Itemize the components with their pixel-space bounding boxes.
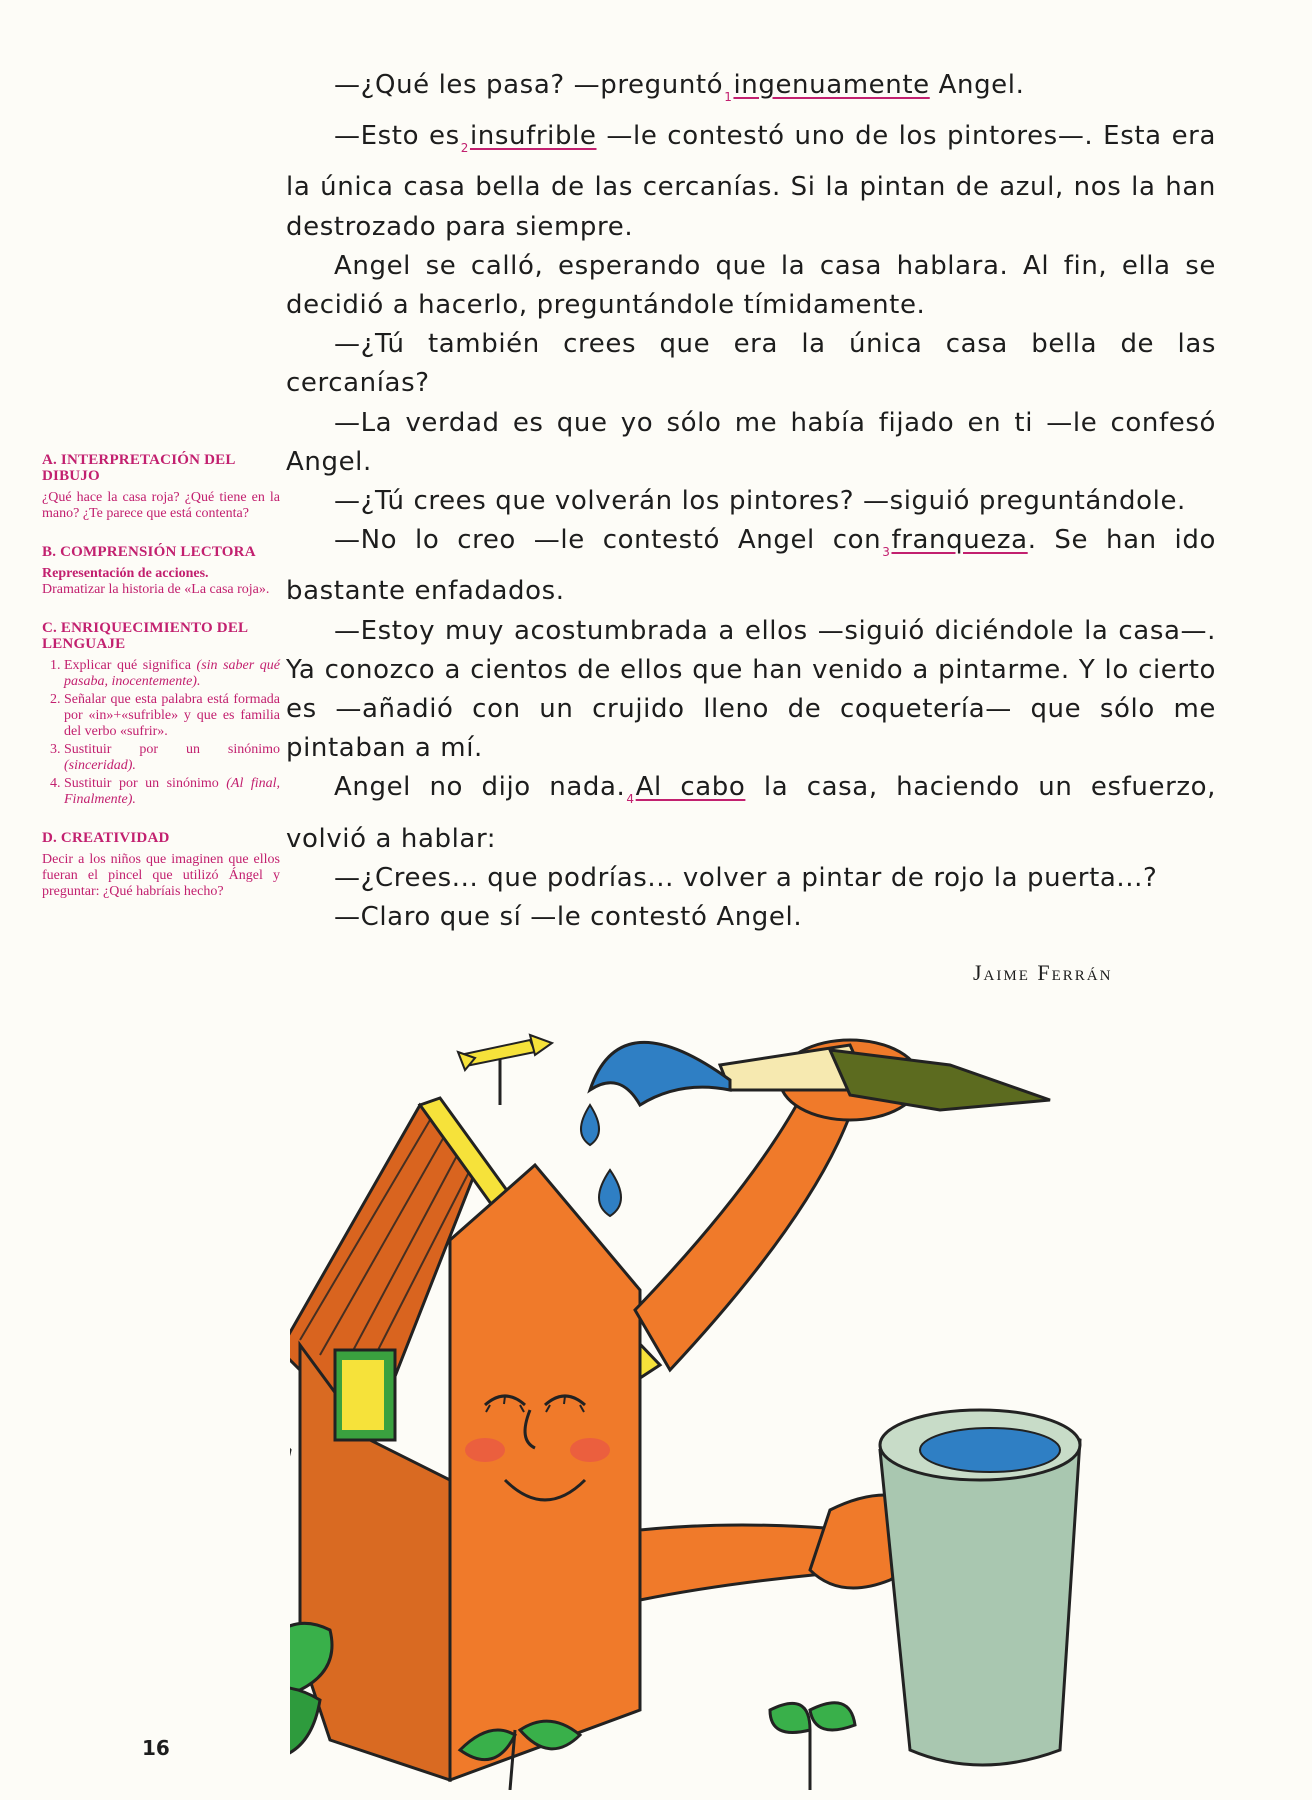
story-text: [286, 66, 1216, 937]
vocab-word: Al cabo: [635, 772, 746, 803]
story-paragraph: —¿Tú crees que volverán los pintores? —siguió preguntándole.: [334, 486, 1186, 517]
note-c-list: [42, 658, 280, 808]
note-b-subheading: Representación de acciones.: [42, 566, 209, 581]
story-paragraph: —¿Tú también crees que era la única casa bella de las cercanías?: [286, 329, 1216, 399]
note-d-heading: D. CREATIVIDAD: [42, 830, 170, 846]
story-paragraph: —Estoy muy acostumbrada a ellos —siguió diciéndole la casa—. Ya conozco a cientos de ellos que han venido a pintarme. Y lo cierto es —añadió con un crujido lleno de coquetería— que sólo me pintaban a mí.: [286, 615, 1216, 764]
watering-can-icon: [880, 1410, 1080, 1765]
footnote-marker: 3: [882, 545, 891, 560]
teacher-notes: [42, 452, 280, 922]
house-illustration: [290, 1010, 1240, 1790]
note-b-text: Dramatizar la historia de «La casa roja».: [42, 582, 270, 597]
note-d: [42, 830, 280, 900]
note-b: [42, 544, 280, 598]
note-b-heading: B. COMPRENSIÓN LECTORA: [42, 544, 256, 560]
note-c-item: 1. Explicar qué significa (sin saber qué pasaba, inocentemente).: [64, 658, 280, 690]
note-c: [42, 620, 280, 808]
story-paragraph: —La verdad es que yo sólo me había fijado en ti —le confesó Angel.: [286, 407, 1216, 477]
story-paragraph: —¿Crees... que podrías... volver a pintar de rojo la puerta...?: [334, 862, 1158, 893]
vocab-word: ingenuamente: [733, 70, 930, 100]
story-paragraph: Angel se calló, esperando que la casa hablara. Al fin, ella se decidió a hacerlo, preguntándole tímidamente.: [286, 250, 1216, 321]
note-c-heading: C. ENRIQUECIMIENTO DEL LENGUAJE: [42, 620, 248, 652]
footnote-marker: 1: [724, 90, 733, 104]
story-paragraph: —Claro que sí —le contestó Angel.: [334, 902, 803, 933]
paint-drop: [581, 1105, 599, 1145]
story-paragraph: —Esto $es_2insufrible$ —le contestó uno de los pintores—. Esta era la única casa bella de las cercanías. Si la pintan de azul, nos la han destrozado para siempre.: [286, 121, 1216, 242]
note-c-item: 4. Sustituir por un sinónimo (Al final, Finalmente).: [64, 776, 280, 808]
story-paragraph: —¿Qué les pasa? —preguntó$_1$ingenuamente Angel.: [334, 70, 1025, 104]
footnote-marker: 4: [626, 792, 635, 807]
footnote-marker: 2: [460, 141, 469, 156]
plant-icon: [770, 1703, 855, 1790]
author-signature: Jaime Ferrán: [973, 960, 1113, 985]
note-a-heading: A. INTERPRETACIÓN DEL DIBUJO: [42, 452, 235, 484]
weather-vane-icon: [458, 1035, 552, 1105]
page-number: 16: [142, 1736, 170, 1760]
house-arm: [635, 1080, 850, 1370]
vocab-word: franqueza: [891, 525, 1028, 556]
paint-drop: [599, 1170, 621, 1216]
note-a: [42, 452, 280, 522]
story-paragraph: —No lo creo —le contestó Angel con$_3$franqueza. Se han ido bastante enfadados.: [286, 525, 1216, 607]
vocab-word: insufrible: [469, 121, 597, 152]
note-a-text: ¿Qué hace la casa roja? ¿Qué tiene en la mano? ¿Te parece que está contenta?: [42, 490, 280, 521]
note-c-item: 2. Señalar que esta palabra está formada por «in»+«sufrible» y que es familia del verbo «sufrir».: [64, 692, 280, 740]
house-front: [450, 1165, 640, 1780]
note-d-text: Decir a los niños que imaginen que ellos fueran el pincel que utilizó Ángel y preguntar: ¿Qué habríais hecho?: [42, 852, 280, 899]
note-c-item: 3. Sustituir por un sinónimo (sinceridad).: [64, 742, 280, 774]
story-paragraph: Angel no dijo $nada._4Al$ cabo la casa, haciendo un esfuerzo, volvió a hablar:: [286, 772, 1216, 854]
